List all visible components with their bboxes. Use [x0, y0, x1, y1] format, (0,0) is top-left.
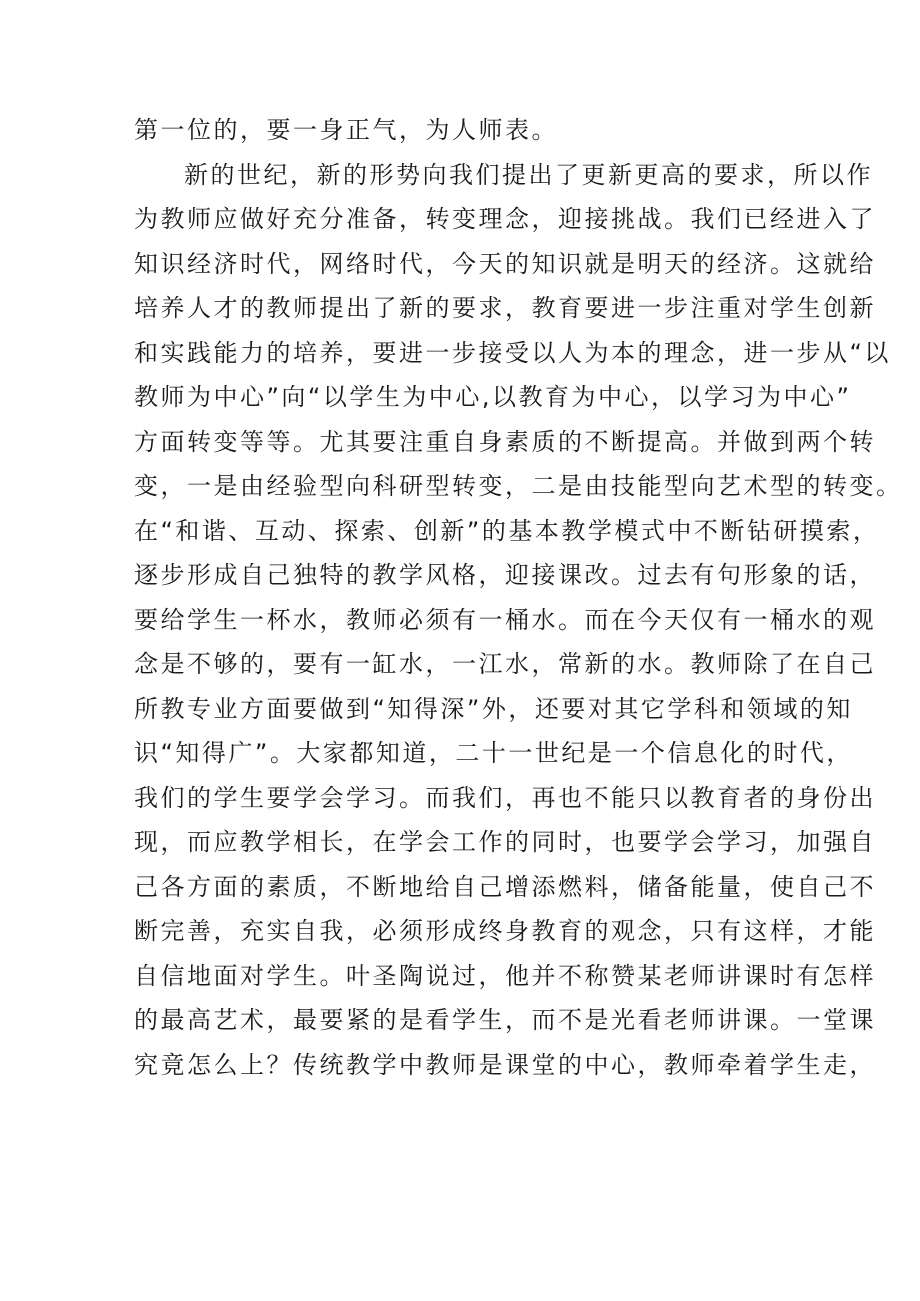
text-line: 逐步形成自己独特的教学风格，迎接课改。过去有句形象的话，	[134, 561, 876, 589]
text-line: 己各方面的素质，不断地给自己增添燃料，储备能量，使自己不	[134, 872, 876, 901]
text-line: 知识经济时代，网络时代，今天的知识就是明天的经济。这就给	[134, 249, 876, 278]
text-line: 要给学生一杯水，教师必须有一桶水。而在今天仅有一桶水的观	[134, 605, 876, 634]
text-line: 和实践能力的培养，要进一步接受以人为本的理念，进一步从“以	[134, 338, 891, 367]
text-line: 方面转变等等。尤其要注重自身素质的不断提高。并做到两个转	[134, 427, 876, 456]
document-body	[134, 108, 903, 1087]
text-line: 识“知得广”。大家都知道，二十一世纪是一个信息化的时代，	[134, 739, 853, 767]
text-line: 自信地面对学生。叶圣陶说过，他并不称赞某老师讲课时有怎样	[134, 961, 876, 990]
text-line: 现，而应教学相长，在学会工作的同时，也要学会学习，加强自	[134, 828, 876, 856]
text-line: 究竟怎么上？传统教学中教师是课堂的中心，教师牵着学生走，	[134, 1050, 876, 1079]
text-line: 的最高艺术，最要紧的是看学生，而不是光看老师讲课。一堂课	[134, 1006, 876, 1034]
text-line: 在“和谐、互动、探索、创新”的基本教学模式中不断钻研摸索，	[134, 516, 880, 545]
text-line: 变，一是由经验型向科研型转变，二是由技能型向艺术型的转变。	[134, 472, 903, 500]
text-line: 念是不够的，要有一缸水，一江水，常新的水。教师除了在自己	[134, 650, 876, 678]
paragraph-first-line: 新的世纪，新的形势向我们提出了更新更高的要求，所以作	[184, 160, 873, 189]
text-line: 第一位的，要一身正气，为人师表。	[134, 116, 558, 144]
text-line: 为教师应做好充分准备，转变理念，迎接挑战。我们已经进入了	[134, 205, 876, 233]
text-line: 培养人才的教师提出了新的要求，教育要进一步注重对学生创新	[134, 294, 876, 322]
text-line: 我们的学生要学会学习。而我们，再也不能只以教育者的身份出	[134, 783, 876, 812]
text-line: 所教专业方面要做到“知得深”外，还要对其它学科和领域的知	[134, 694, 853, 723]
text-line: 断完善，充实自我，必须形成终身教育的观念，只有这样，才能	[134, 917, 876, 945]
text-line: 教师为中心”向“以学生为中心,以教育为中心，以学习为中心”	[134, 383, 852, 411]
